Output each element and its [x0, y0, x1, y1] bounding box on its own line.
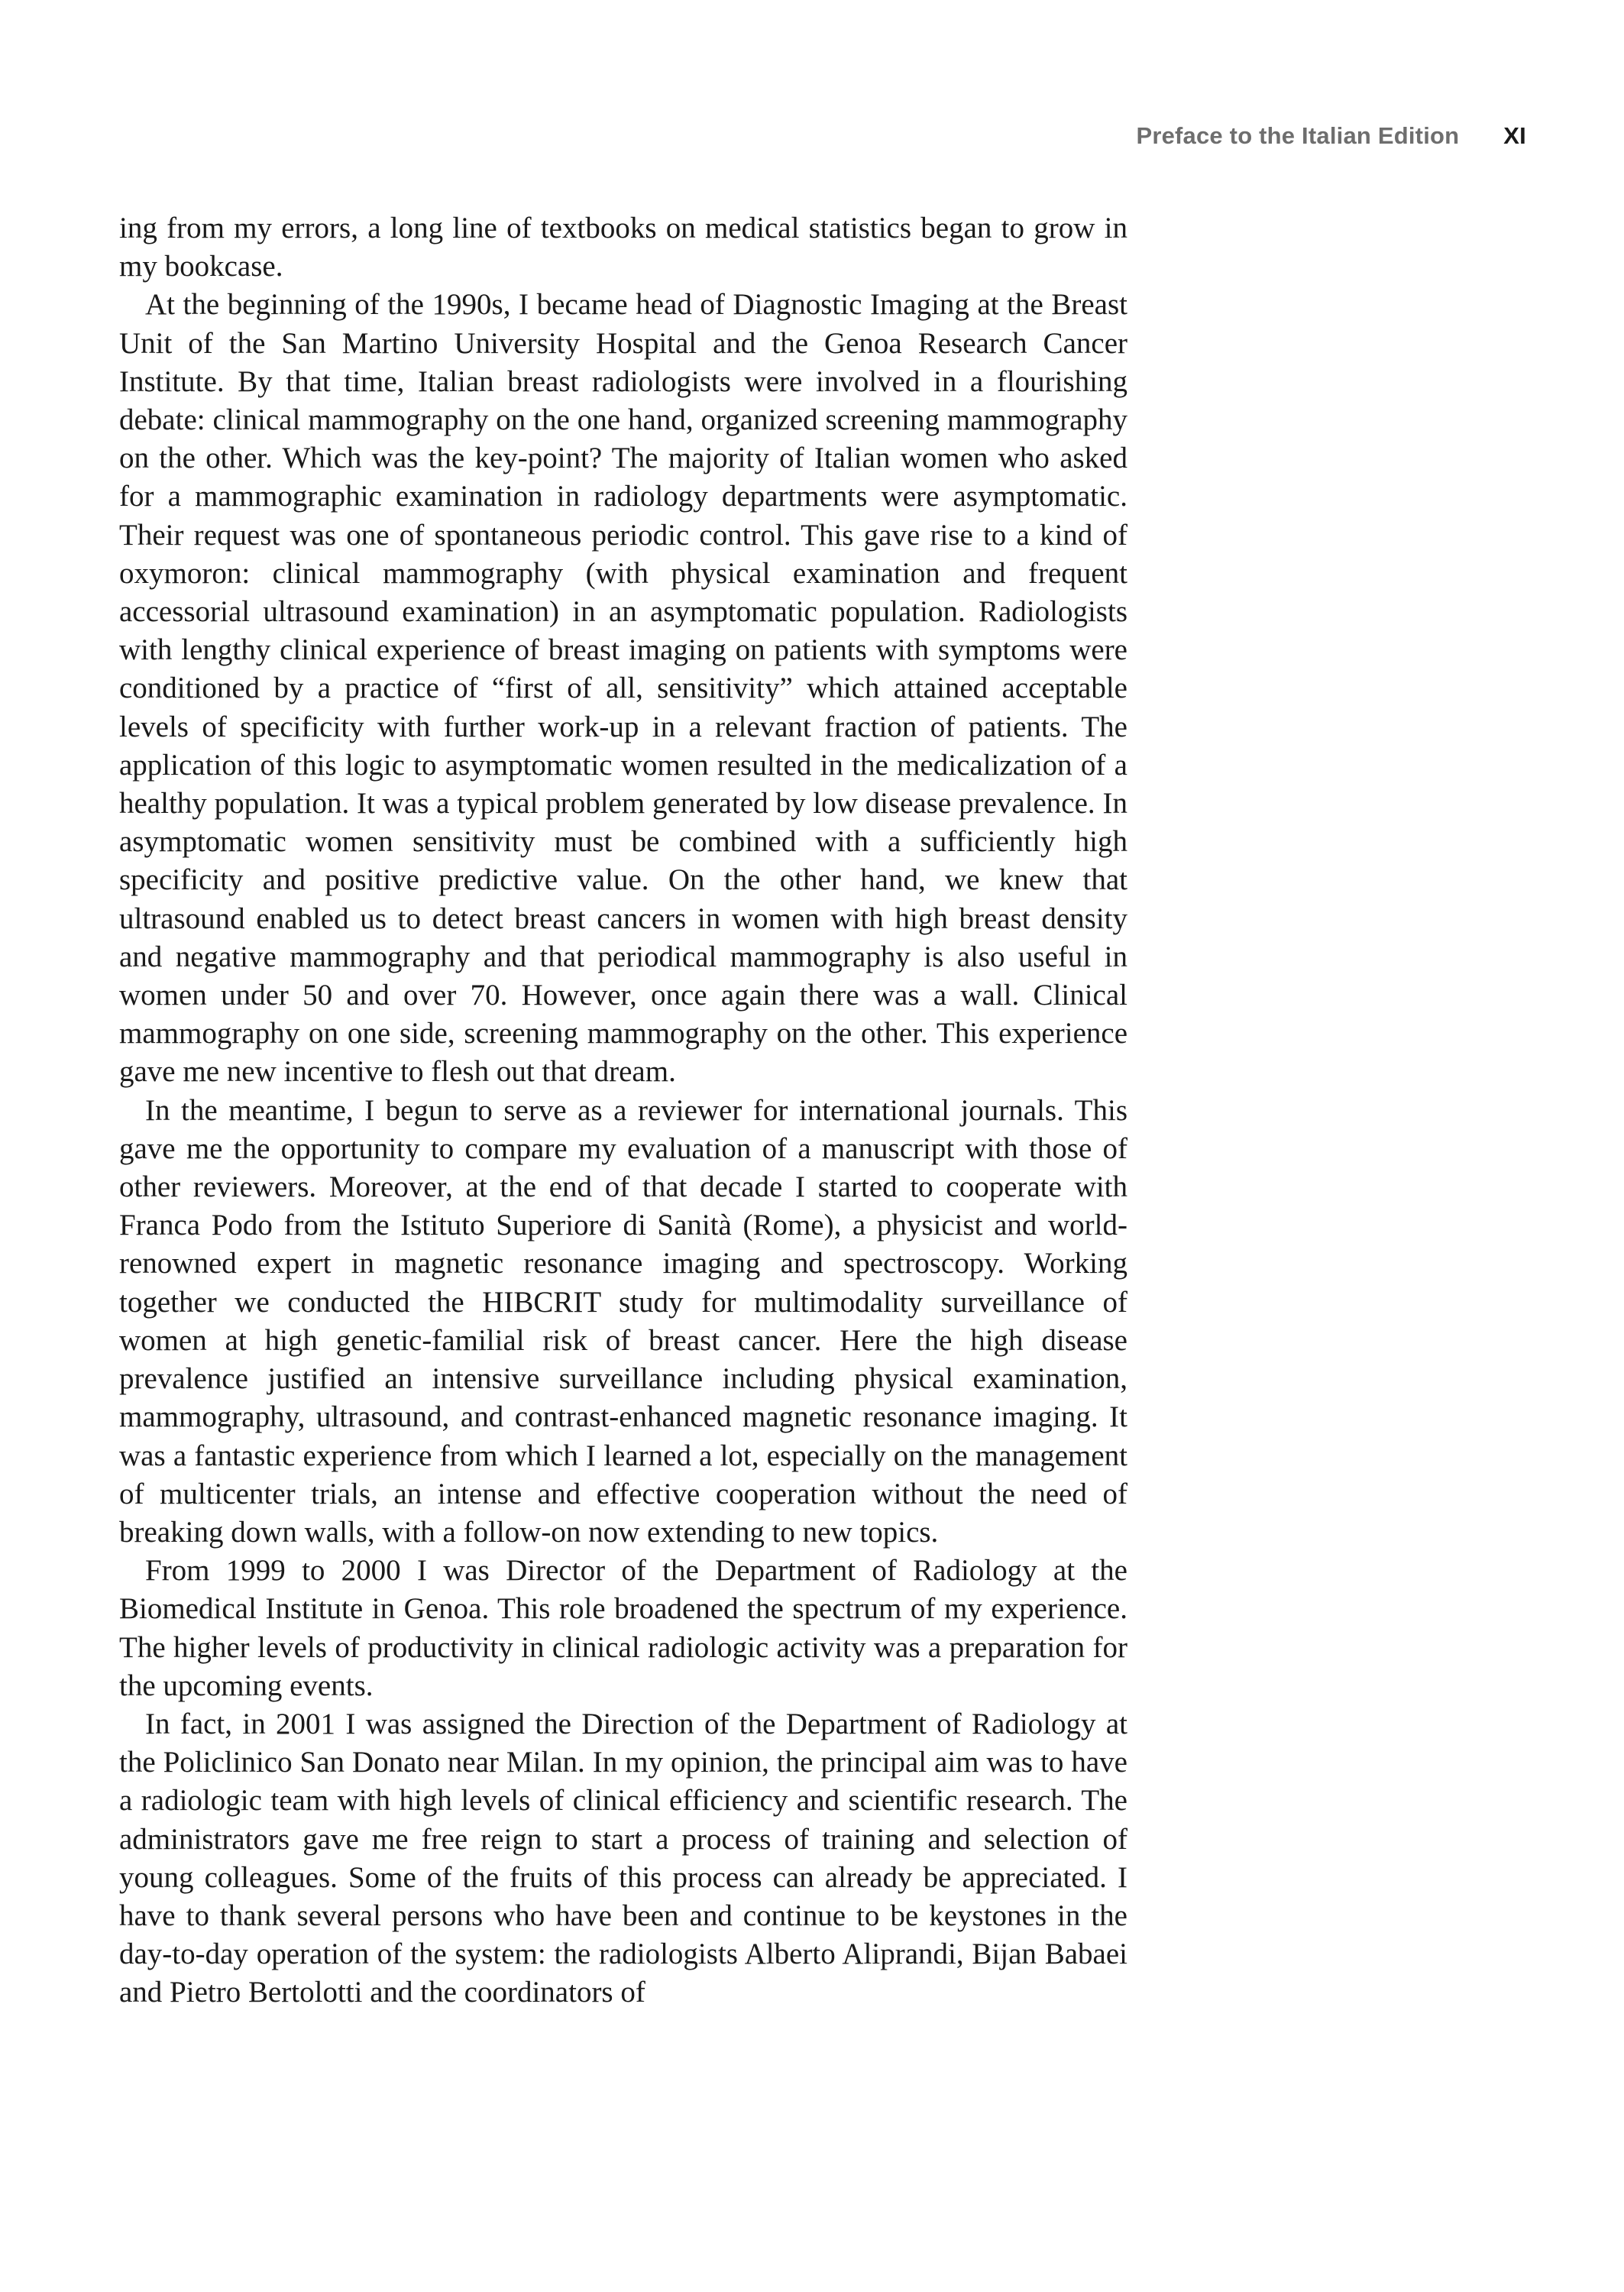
body-text	[119, 209, 1127, 2012]
running-head	[1136, 122, 1526, 150]
paragraph-continued: ing from my errors, a long line of textbooks on medical statistics began to grow in my bookcase.	[119, 212, 1127, 283]
paragraph: In fact, in 2001 I was assigned the Direction of the Department of Radiology at the Policlinico San Donato near Milan. In my opinion, the principal aim was to have a radiologic team with high levels of clinical efficiency and scientific research. The administrators gave me free reign to start a process of training and selection of young colleagues. Some of the fruits of this process can already be appreciated. I have to thank several persons who have been and continue to be keystones in the day-to-day operation of the system: the radiologists Alberto Aliprandi, Bijan Babaei and Pietro Bertolotti and the coordinators of	[119, 1707, 1127, 2009]
paragraph: At the beginning of the 1990s, I became head of Diagnostic Imaging at the Breast Unit of the San Martino University Hospital and the Genoa Research Cancer Institute. By that time, Italian breast radiologists were involved in a flourishing debate: clinical mammography on the one hand, organized screening mammography on the other. Which was the key-point? The majority of Italian women who asked for a mammographic examination in radiology departments were asymptomatic. Their request was one of spontaneous periodic control. This gave rise to a kind of oxymoron: clinical mammography (with physical examination and frequent accessorial ultrasound examination) in an asymptomatic population. Radiologists with lengthy clinical experience of breast imaging on patients with symptoms were conditioned by a practice of “first of all, sensitivity” which attained acceptable levels of specificity with further work-up in a relevant fraction of patients. The application of this logic to asymptomatic women resulted in the medicalization of a healthy population. It was a typical problem generated by low disease prevalence. In asymptomatic women sensitivity must be combined with a sufficiently high specificity and positive predictive value. On the other hand, we knew that ultrasound enabled us to detect breast cancers in women with high breast density and negative mammography and that periodical mammography is also useful in women under 50 and over 70. However, once again there was a wall. Clinical mammography on one side, screening mammography on the other. This experience gave me new incentive to flesh out that dream.	[119, 288, 1127, 1089]
running-title: Preface to the Italian Edition	[1136, 122, 1460, 149]
paragraph: In the meantime, I begun to serve as a reviewer for international journals. This gave me the opportunity to compare my evaluation of a manuscript with those of other reviewers. Moreover, at the end of that decade I started to cooperate with Franca Podo from the Istituto Superiore di Sanità (Rome), a physicist and world-renowned expert in magnetic resonance imaging and spectroscopy. Working together we conducted the HIBCRIT study for multimodality surveillance of women at high genetic-familial risk of breast cancer. Here the high disease prevalence justified an intensive surveillance including physical examination, mammography, ultrasound, and contrast-enhanced magnetic resonance imaging. It was a fantastic experience from which I learned a lot, especially on the management of multicenter trials, an intense and effective cooperation without the need of breaking down walls, with a follow-on now extending to new topics.	[119, 1093, 1127, 1549]
page-number: XI	[1503, 122, 1526, 149]
paragraph: From 1999 to 2000 I was Director of the Department of Radiology at the Biomedical Institute in Genoa. This role broadened the spectrum of my experience. The higher levels of productivity in clinical radiologic activity was a preparation for the upcoming events.	[119, 1554, 1127, 1702]
